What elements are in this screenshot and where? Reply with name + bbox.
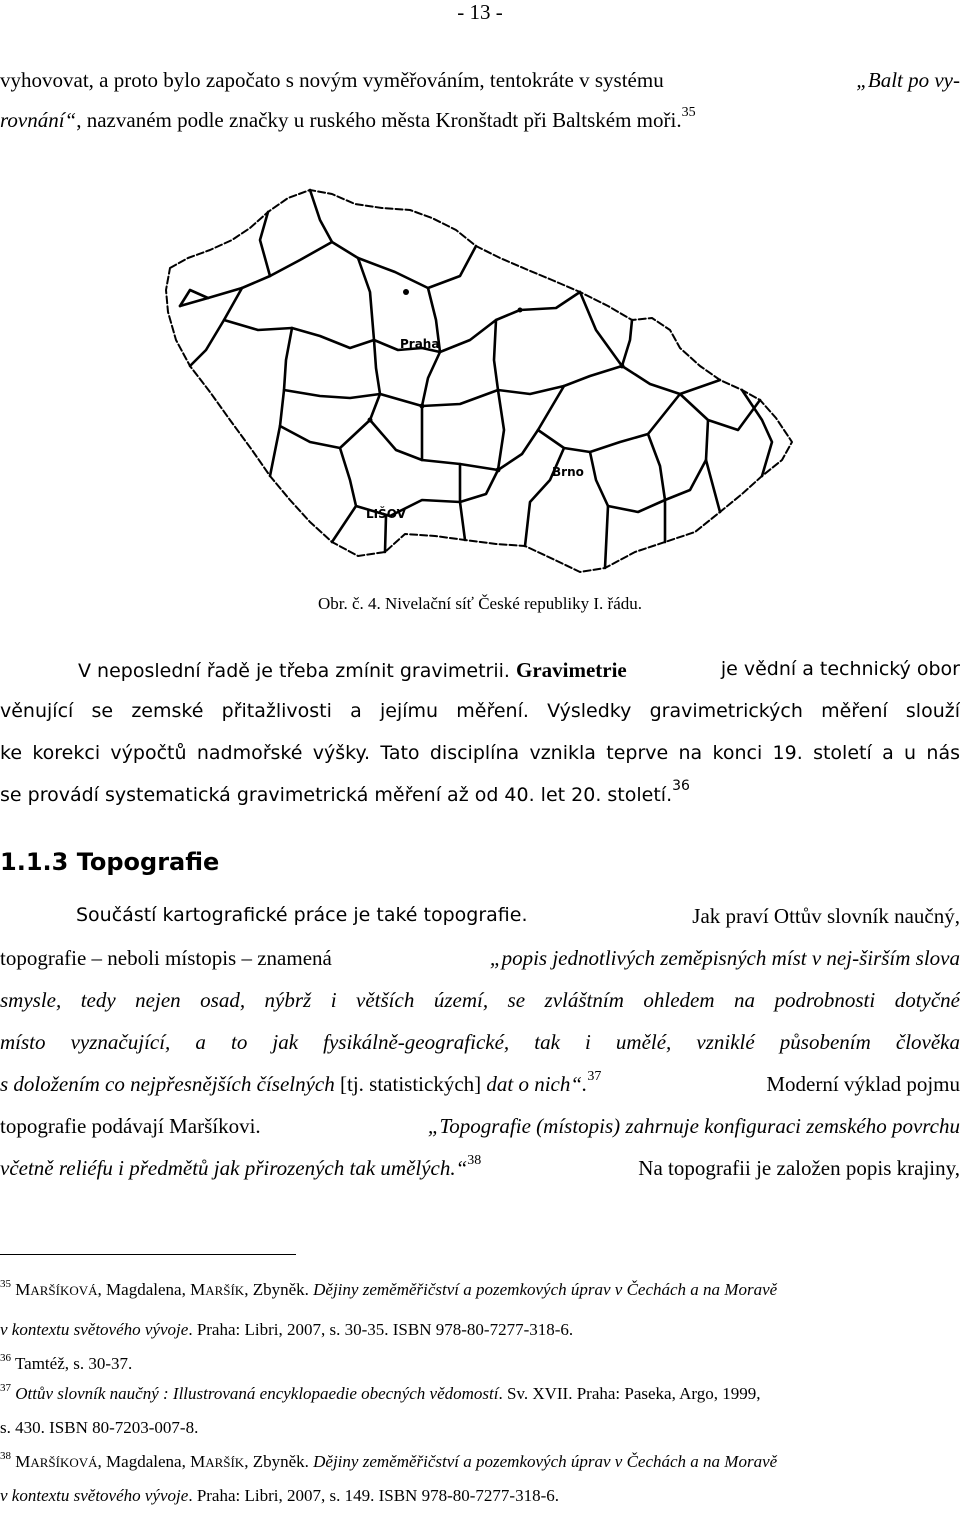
leveling-network-map [160,180,800,580]
footnote-ref-37: 37 [587,1069,602,1084]
topo-line-6: topografie podávají Maršíkovi. „Topografie (místopis) zahrnuje konfiguraci zemského povrchu [0,1114,960,1138]
figure-caption: Obr. č. 4. Nivelační síť České republiky I. řádu. [317,594,643,613]
grav-line-4: se provádí systematická gravimetrická měření až od 40. let 20. století.$^{36}$ [0,778,690,806]
footnote-35-line-1: $^{35}$ MARŠÍKOVÁ, Magdalena, MARŠÍK, Zbyněk. Dějiny zeměměřičství a pozemkových úprav v Čechách a na Moravě [0,1278,778,1299]
map-label-praha: Praha [400,337,440,351]
grav-line-3: ke korekci výpočtů nadmořské výšky. Tato disciplína vznikla teprve na konci 19. století a u nás [0,742,960,764]
topo-line-7: včetně reliéfu i předmětů jak přirozených tak umělých.“$^{38}$ Na topografii je založen popis krajiny, [0,1153,960,1180]
map-label-brno: Brno [552,465,584,479]
map-svg [160,180,800,580]
footnote-37-line-2: s. 430. ISBN 80-7203-007-8. [0,1418,199,1437]
footnote-36: $^{36}$ Tamtéž, s. 30-37. [0,1352,133,1373]
country-border [166,190,792,572]
footnote-37-line-1: $^{37}$ Ottův slovník naučný : Illustrovaná encyklopaedie obecných vědomostí. Sv. XVII. Praha: Paseka, Argo, 1999, [0,1382,761,1403]
page-number: - 13 - [457,0,503,24]
topo-line-1: Součástí kartografické práce je také topografie. Jak praví Ottův slovník naučný, [76,904,960,928]
footnote-ref-38: 38 [467,1153,482,1168]
map-label-lisov: LIŠOV [366,507,406,521]
footnote-ref-35: 35 [681,105,696,120]
fn38-l2: v kontextu světového vývoje. Praha: Libri, 2007, s. 149. ISBN 978-80-7277-318-6. [0,1486,559,1505]
grav-line-1: V neposlední řadě je třeba zmínit gravimetrii. Gravimetrie je vědní a technický obor [78,658,960,682]
topo-line-4: místo vyznačující, a to jak fysikálně-geografické, tak i umělé, vzniklé působením člověka [0,1030,960,1054]
section-heading: 1.1.3 Topografie [0,848,220,876]
topo-line-3: smysle, tedy nejen osad, nýbrž i větších území, se zvláštním ohledem na podrobnosti dotyčné [0,988,960,1012]
topo-line-2: topografie – neboli místopis – znamená „popis jednotlivých zeměpisných míst v nej-širším slova [0,946,960,970]
intro-line-2: rovnání“, nazvaném podle značky u ruského města Kronštadt při Baltském moři.$^{35}$ [0,105,696,132]
fn38-l1: $^{38}$ MARŠÍKOVÁ, Magdalena, MARŠÍK, Zbyněk. Dějiny zeměměřičství a pozemkových úprav v Čechách a na Moravě [0,1450,778,1471]
grav-line-2: věnující se zemské přitažlivosti a jejímu měření. Výsledky gravimetrických měření slouží [0,700,960,722]
footnote-ref-36: 36 [672,778,690,794]
topo-line-5: s doložením co nejpřesnějších číselných [tj. statistických] dat o nich“.$^{37}$ Moderní výklad pojmu [0,1069,960,1096]
footnote-35-line-2: v kontextu světového vývoje. Praha: Libri, 2007, s. 30-35. ISBN 978-80-7277-318-6. [0,1320,574,1339]
bold-term: Gravimetrie [515,658,627,682]
footnote-separator [0,1254,296,1255]
intro-line-1: vyhovovat, a proto bylo započato s novým vyměřováním, tentokráte v systému „Balt po vy- [0,68,960,92]
